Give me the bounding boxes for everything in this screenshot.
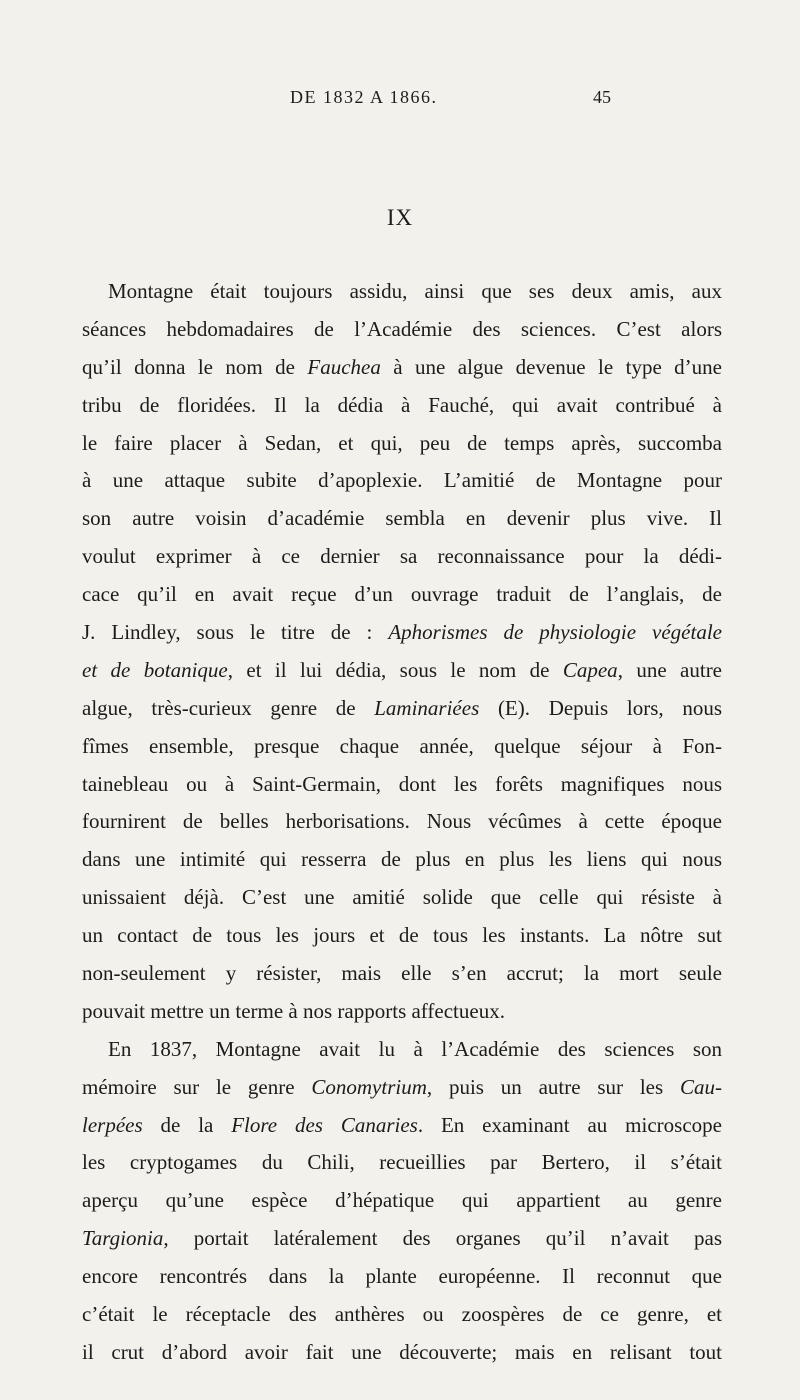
running-title: DE 1832 A 1866. bbox=[290, 87, 438, 107]
text-line bbox=[82, 993, 722, 1031]
text-segment: unissaient déjà. C’est une amitié solide que celle qui résiste à bbox=[82, 885, 722, 910]
text-segment: il crut d’abord avoir fait une découverte; mais en relisant tout bbox=[82, 1339, 722, 1364]
text-segment: de la bbox=[142, 1112, 232, 1137]
text-segment: , puis un autre sur les bbox=[426, 1074, 680, 1099]
text-line bbox=[82, 576, 722, 614]
text-line bbox=[82, 425, 722, 463]
text-line bbox=[82, 1296, 722, 1334]
text-line bbox=[82, 652, 722, 690]
italic-text: Fauchea bbox=[307, 354, 381, 379]
italic-text: Targionia, bbox=[82, 1226, 169, 1251]
text-line bbox=[82, 1258, 722, 1296]
section-heading: IX bbox=[386, 205, 414, 230]
text-segment: qu’il donna le nom de bbox=[82, 354, 308, 379]
text-line bbox=[82, 273, 722, 311]
text-line bbox=[82, 1107, 722, 1145]
italic-text: Flore des Canaries bbox=[231, 1112, 418, 1137]
text-segment: un contact de tous les jours et de tous les instants. La nôtre sut bbox=[82, 923, 722, 948]
italic-text: Laminariées bbox=[374, 695, 480, 720]
text-segment: c’était le réceptacle des anthères ou zoospères de ce genre, et bbox=[82, 1302, 722, 1327]
italic-text: et de botanique bbox=[82, 657, 228, 682]
text-segment: les cryptogames du Chili, recueillies par Bertero, il s’était bbox=[82, 1150, 722, 1175]
text-segment: J. Lindley, sous le titre de : bbox=[82, 620, 389, 645]
text-line bbox=[82, 1220, 722, 1258]
italic-text: Capea bbox=[562, 657, 618, 682]
text-line bbox=[82, 311, 722, 349]
text-line bbox=[82, 462, 722, 500]
text-segment: à une algue devenue le type d’une bbox=[380, 354, 722, 379]
text-segment: son autre voisin d’académie sembla en devenir plus vive. Il bbox=[82, 506, 722, 531]
text-line bbox=[82, 917, 722, 955]
text-segment: encore rencontrés dans la plante européenne. Il reconnut que bbox=[82, 1264, 722, 1289]
text-line bbox=[82, 1069, 722, 1107]
text-segment: portait latéralement des organes qu’il n’avait pas bbox=[168, 1226, 722, 1251]
text-segment: fournirent de belles herborisations. Nous vécûmes à cette époque bbox=[82, 809, 722, 834]
text-line bbox=[82, 728, 722, 766]
text-line bbox=[82, 387, 722, 425]
text-line bbox=[82, 349, 722, 387]
text-line bbox=[82, 766, 722, 804]
text-line bbox=[82, 1334, 722, 1372]
text-segment: pouvait mettre un terme à nos rapports affectueux. bbox=[82, 998, 505, 1023]
text-segment: Montagne était toujours assidu, ainsi que ses deux amis, aux bbox=[108, 279, 722, 303]
italic-text: Aphorismes de physiologie végétale bbox=[388, 620, 722, 645]
text-segment: non-seulement y résister, mais elle s’en accrut; la mort seule bbox=[82, 961, 722, 986]
text-segment: . En examinant au microscope bbox=[417, 1112, 722, 1137]
text-line bbox=[82, 500, 722, 538]
italic-text: Conomytrium bbox=[311, 1074, 427, 1099]
text-line bbox=[82, 879, 722, 917]
text-segment: algue, très-curieux genre de bbox=[82, 695, 375, 720]
text-line bbox=[82, 1182, 722, 1220]
text-segment: mémoire sur le genre bbox=[82, 1074, 312, 1099]
body-text bbox=[82, 273, 722, 1372]
italic-text: Cau- bbox=[680, 1074, 722, 1099]
page-number: 45 bbox=[593, 87, 611, 107]
italic-text: lerpées bbox=[82, 1112, 143, 1137]
text-segment: cace qu’il en avait reçue d’un ouvrage traduit de l’anglais, de bbox=[82, 582, 722, 607]
text-line bbox=[82, 614, 722, 652]
text-segment: , et il lui dédia, sous le nom de bbox=[227, 657, 563, 682]
text-segment: voulut exprimer à ce dernier sa reconnaissance pour la dédi- bbox=[82, 544, 722, 569]
text-line bbox=[82, 803, 722, 841]
text-line bbox=[82, 690, 722, 728]
text-segment: tainebleau ou à Saint-Germain, dont les forêts magnifiques nous bbox=[82, 771, 722, 796]
text-segment: En 1837, Montagne avait lu à l’Académie des sciences son bbox=[108, 1036, 722, 1061]
text-segment: (E). Depuis lors, nous bbox=[479, 695, 723, 720]
text-segment: tribu de floridées. Il la dédia à Fauché, qui avait contribué à bbox=[82, 392, 722, 417]
text-segment: séances hebdomadaires de l’Académie des sciences. C’est alors bbox=[82, 316, 722, 341]
text-line bbox=[82, 1031, 722, 1069]
text-segment: le faire placer à Sedan, et qui, peu de temps après, succomba bbox=[82, 430, 722, 455]
text-segment: , une autre bbox=[617, 657, 723, 682]
text-segment: à une attaque subite d’apoplexie. L’amitié de Montagne pour bbox=[82, 468, 722, 493]
running-head bbox=[0, 87, 800, 117]
text-segment: aperçu qu’une espèce d’hépatique qui appartient au genre bbox=[82, 1188, 722, 1213]
text-line bbox=[82, 1144, 722, 1182]
text-segment: fîmes ensemble, presque chaque année, quelque séjour à Fon- bbox=[82, 733, 722, 758]
text-line bbox=[82, 538, 722, 576]
text-line bbox=[82, 955, 722, 993]
text-segment: dans une intimité qui resserra de plus en plus les liens qui nous bbox=[82, 847, 722, 872]
text-line bbox=[82, 841, 722, 879]
